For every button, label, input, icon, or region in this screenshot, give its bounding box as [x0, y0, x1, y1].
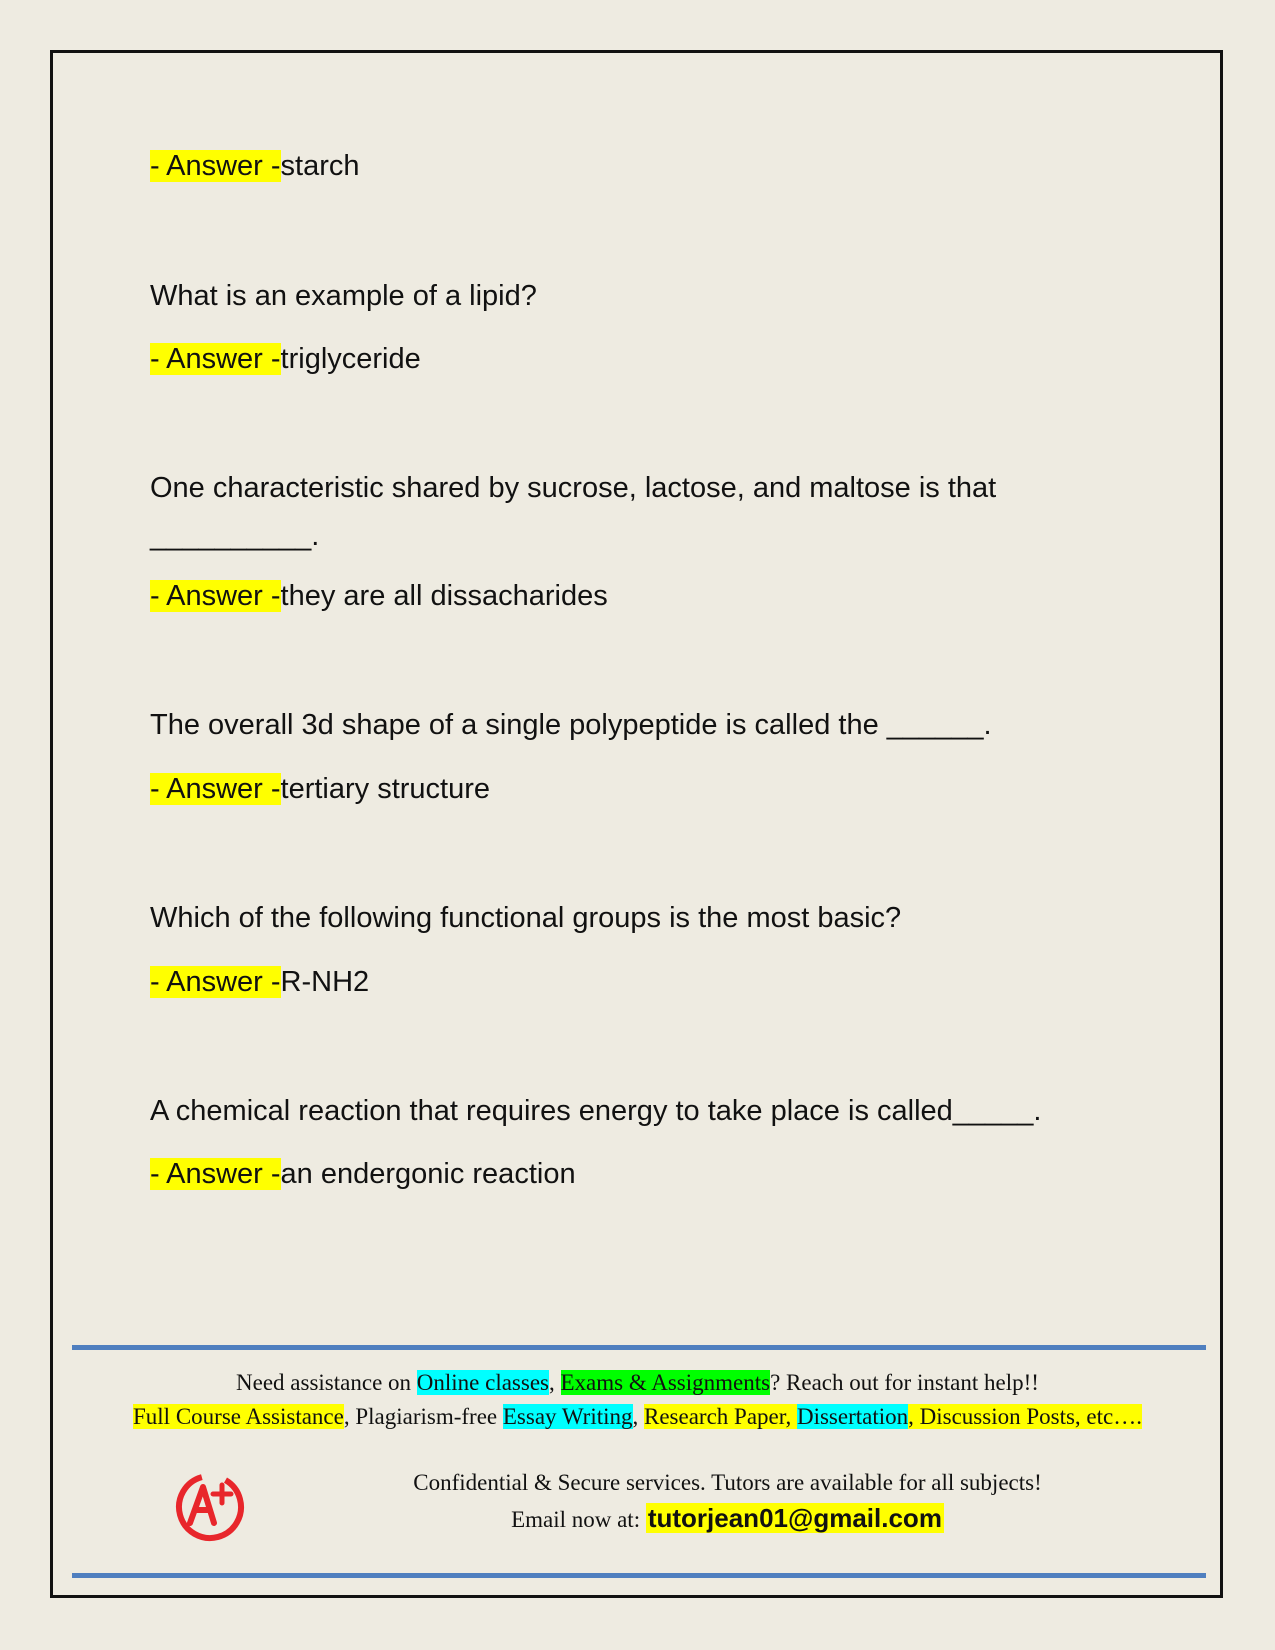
answer-prefix: - Answer -	[150, 580, 281, 612]
confidential-line: Confidential & Secure services. Tutors are available for all subjects!	[413, 1470, 1042, 1495]
promo-line-2	[60, 1404, 1215, 1430]
question-text: The overall 3d shape of a single polypeptide is called the ______.	[150, 709, 992, 741]
answer-text: tertiary structure	[280, 773, 491, 805]
promo-text: , Plagiarism-free	[343, 1404, 503, 1429]
a-plus-logo-icon	[170, 1465, 250, 1545]
question-text: Which of the following functional groups is the most basic?	[150, 902, 902, 934]
answer-line	[150, 343, 421, 376]
promo-separator: ,	[549, 1370, 561, 1395]
footer-rule-bottom	[72, 1573, 1206, 1578]
answer-prefix: - Answer -	[150, 1158, 281, 1190]
answer-text: starch	[280, 150, 360, 182]
answer-prefix: - Answer -	[150, 966, 281, 998]
answer-text: triglyceride	[280, 343, 421, 375]
answer-text: R-NH2	[280, 966, 370, 998]
footer-rule-top	[72, 1345, 1206, 1350]
question-text: One characteristic shared by sucrose, lactose, and maltose is that	[150, 472, 997, 504]
discussion-posts-highlight: Discussion Posts, etc….	[919, 1404, 1142, 1429]
promo-separator: ,	[632, 1404, 644, 1429]
email-line	[250, 1503, 1205, 1534]
dissertation-highlight: Dissertation	[796, 1404, 909, 1429]
email-link[interactable]: tutorjean01@gmail.com	[647, 1503, 942, 1533]
promo-separator: ,	[908, 1404, 920, 1429]
answer-line	[150, 1158, 576, 1191]
answer-line	[150, 773, 490, 806]
answer-line	[150, 966, 369, 999]
promo-text: Need assistance on	[236, 1370, 417, 1395]
online-classes-highlight: Online classes	[416, 1370, 549, 1395]
answer-prefix: - Answer -	[150, 150, 281, 182]
answer-text: an endergonic reaction	[280, 1158, 576, 1190]
exams-highlight: Exams & Assignments	[560, 1370, 771, 1395]
promo-text: ? Reach out for instant help!!	[770, 1370, 1039, 1395]
question-text-continued: __________.	[150, 520, 320, 552]
question-text: What is an example of a lipid?	[150, 280, 537, 312]
answer-text: they are all dissacharides	[280, 580, 608, 612]
answer-line	[150, 580, 608, 613]
answer-line	[150, 150, 360, 183]
answer-prefix: - Answer -	[150, 773, 281, 805]
email-label: Email now at:	[511, 1507, 646, 1532]
essay-writing-highlight: Essay Writing	[502, 1404, 633, 1429]
answer-prefix: - Answer -	[150, 343, 281, 375]
question-text: A chemical reaction that requires energy to take place is called_____.	[150, 1095, 1042, 1127]
research-paper-highlight: Research Paper,	[644, 1404, 797, 1429]
full-course-highlight: Full Course Assistance	[133, 1404, 344, 1429]
promo-line-1	[60, 1370, 1215, 1396]
